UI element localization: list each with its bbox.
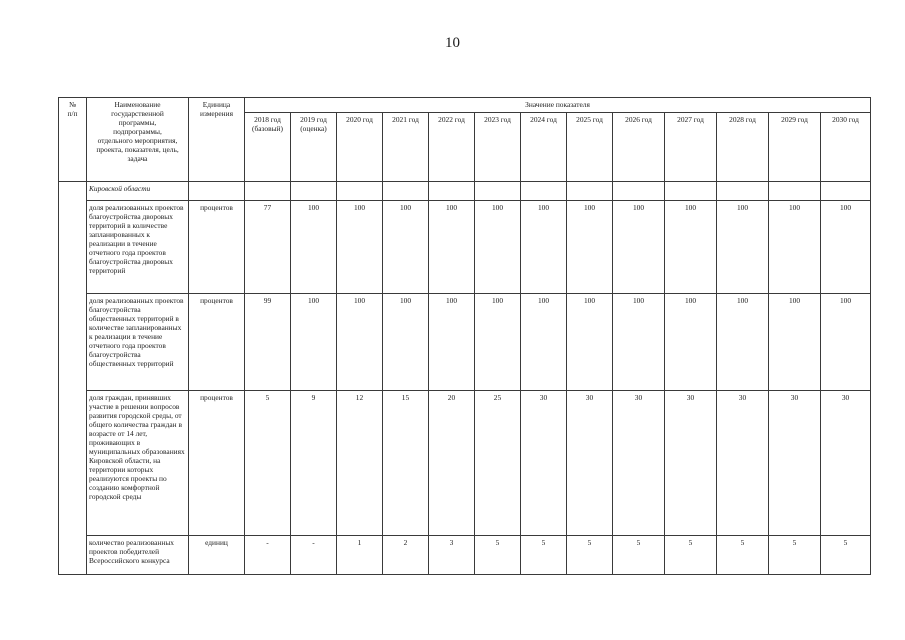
empty-cell xyxy=(429,182,475,201)
value-cell: 5 xyxy=(665,536,717,575)
value-cell: 100 xyxy=(475,294,521,391)
value-cell: 100 xyxy=(613,294,665,391)
value-cell: 5 xyxy=(769,536,821,575)
value-cell: 100 xyxy=(429,201,475,294)
empty-cell xyxy=(521,182,567,201)
value-cell: 20 xyxy=(429,391,475,536)
value-cell: 25 xyxy=(475,391,521,536)
value-cell: 100 xyxy=(383,294,429,391)
value-cell: 5 xyxy=(475,536,521,575)
value-cell: 30 xyxy=(521,391,567,536)
header-year: 2019 год (оценка) xyxy=(291,113,337,182)
value-cell: 100 xyxy=(717,294,769,391)
region-label: Кировской области xyxy=(87,182,189,201)
value-cell: 15 xyxy=(383,391,429,536)
value-cell: 100 xyxy=(821,201,871,294)
table-row-region xyxy=(59,182,871,201)
value-cell: 100 xyxy=(567,201,613,294)
empty-cell xyxy=(613,182,665,201)
header-year: 2027 год xyxy=(665,113,717,182)
indicator-name: доля реализованных проектов благоустройства дворовых территорий в количестве запланированных к реализации в течение отчетного года проектов благоустройства дворовых территорий xyxy=(87,201,189,294)
indicators-table xyxy=(58,97,871,575)
indicator-unit: процентов xyxy=(189,201,245,294)
value-cell: 100 xyxy=(291,294,337,391)
indicator-name: доля реализованных проектов благоустройства общественных территорий в количестве запланированных к реализации в течение отчетного года проектов благоустройства общественных территорий xyxy=(87,294,189,391)
header-values-group: Значение показателя xyxy=(245,98,871,113)
value-cell: 100 xyxy=(337,294,383,391)
value-cell: 100 xyxy=(567,294,613,391)
value-cell: 30 xyxy=(665,391,717,536)
value-cell: 100 xyxy=(383,201,429,294)
empty-cell xyxy=(245,182,291,201)
empty-cell xyxy=(189,182,245,201)
header-year: 2023 год xyxy=(475,113,521,182)
value-cell: 100 xyxy=(717,201,769,294)
table-row xyxy=(59,536,871,575)
value-cell: 2 xyxy=(383,536,429,575)
empty-cell xyxy=(665,182,717,201)
value-cell: 100 xyxy=(429,294,475,391)
value-cell: 100 xyxy=(291,201,337,294)
indicator-name: доля граждан, принявших участие в решении вопросов развития городской среды, от общего количества граждан в возрасте от 14 лет, проживающих в муниципальных образованиях Кировской области, на территории которых реализуются проекты по созданию комфортной городской среды xyxy=(87,391,189,536)
header-year: 2024 год xyxy=(521,113,567,182)
value-cell: 1 xyxy=(337,536,383,575)
table-row xyxy=(59,294,871,391)
header-unit: Единица измерения xyxy=(189,98,245,182)
header-year: 2030 год xyxy=(821,113,871,182)
value-cell: 5 xyxy=(613,536,665,575)
value-cell: 100 xyxy=(821,294,871,391)
header-year: 2026 год xyxy=(613,113,665,182)
page-number: 10 xyxy=(445,35,460,51)
value-cell: 100 xyxy=(521,294,567,391)
row-num-cell xyxy=(59,182,87,575)
value-cell: 9 xyxy=(291,391,337,536)
empty-cell xyxy=(769,182,821,201)
value-cell: 30 xyxy=(821,391,871,536)
empty-cell xyxy=(475,182,521,201)
empty-cell xyxy=(291,182,337,201)
value-cell: - xyxy=(245,536,291,575)
indicator-unit: единиц xyxy=(189,536,245,575)
header-year: 2029 год xyxy=(769,113,821,182)
header-year: 2022 год xyxy=(429,113,475,182)
value-cell: 30 xyxy=(717,391,769,536)
value-cell: 100 xyxy=(665,294,717,391)
header-year: 2028 год xyxy=(717,113,769,182)
value-cell: 5 xyxy=(521,536,567,575)
value-cell: 77 xyxy=(245,201,291,294)
indicator-unit: процентов xyxy=(189,391,245,536)
value-cell: 99 xyxy=(245,294,291,391)
header-year: 2018 год (базовый) xyxy=(245,113,291,182)
value-cell: 30 xyxy=(769,391,821,536)
value-cell: 5 xyxy=(717,536,769,575)
value-cell: 12 xyxy=(337,391,383,536)
indicator-unit: процентов xyxy=(189,294,245,391)
value-cell: 100 xyxy=(521,201,567,294)
header-year: 2020 год xyxy=(337,113,383,182)
table-row xyxy=(59,391,871,536)
header-num: № п/п xyxy=(59,98,87,182)
indicator-name: количество реализованных проектов победителей Всероссийского конкурса xyxy=(87,536,189,575)
value-cell: 100 xyxy=(769,201,821,294)
empty-cell xyxy=(337,182,383,201)
header-name: Наименование государственной программы, подпрограммы, отдельного мероприятия, проекта, показателя, цель, задача xyxy=(87,98,189,182)
header-year: 2021 год xyxy=(383,113,429,182)
value-cell: 100 xyxy=(613,201,665,294)
empty-cell xyxy=(567,182,613,201)
value-cell: 3 xyxy=(429,536,475,575)
header-year: 2025 год xyxy=(567,113,613,182)
empty-cell xyxy=(821,182,871,201)
empty-cell xyxy=(717,182,769,201)
value-cell: 30 xyxy=(567,391,613,536)
value-cell: 5 xyxy=(821,536,871,575)
value-cell: 5 xyxy=(245,391,291,536)
value-cell: 100 xyxy=(337,201,383,294)
value-cell: - xyxy=(291,536,337,575)
value-cell: 30 xyxy=(613,391,665,536)
value-cell: 100 xyxy=(665,201,717,294)
table-row xyxy=(59,201,871,294)
value-cell: 5 xyxy=(567,536,613,575)
value-cell: 100 xyxy=(475,201,521,294)
empty-cell xyxy=(383,182,429,201)
value-cell: 100 xyxy=(769,294,821,391)
